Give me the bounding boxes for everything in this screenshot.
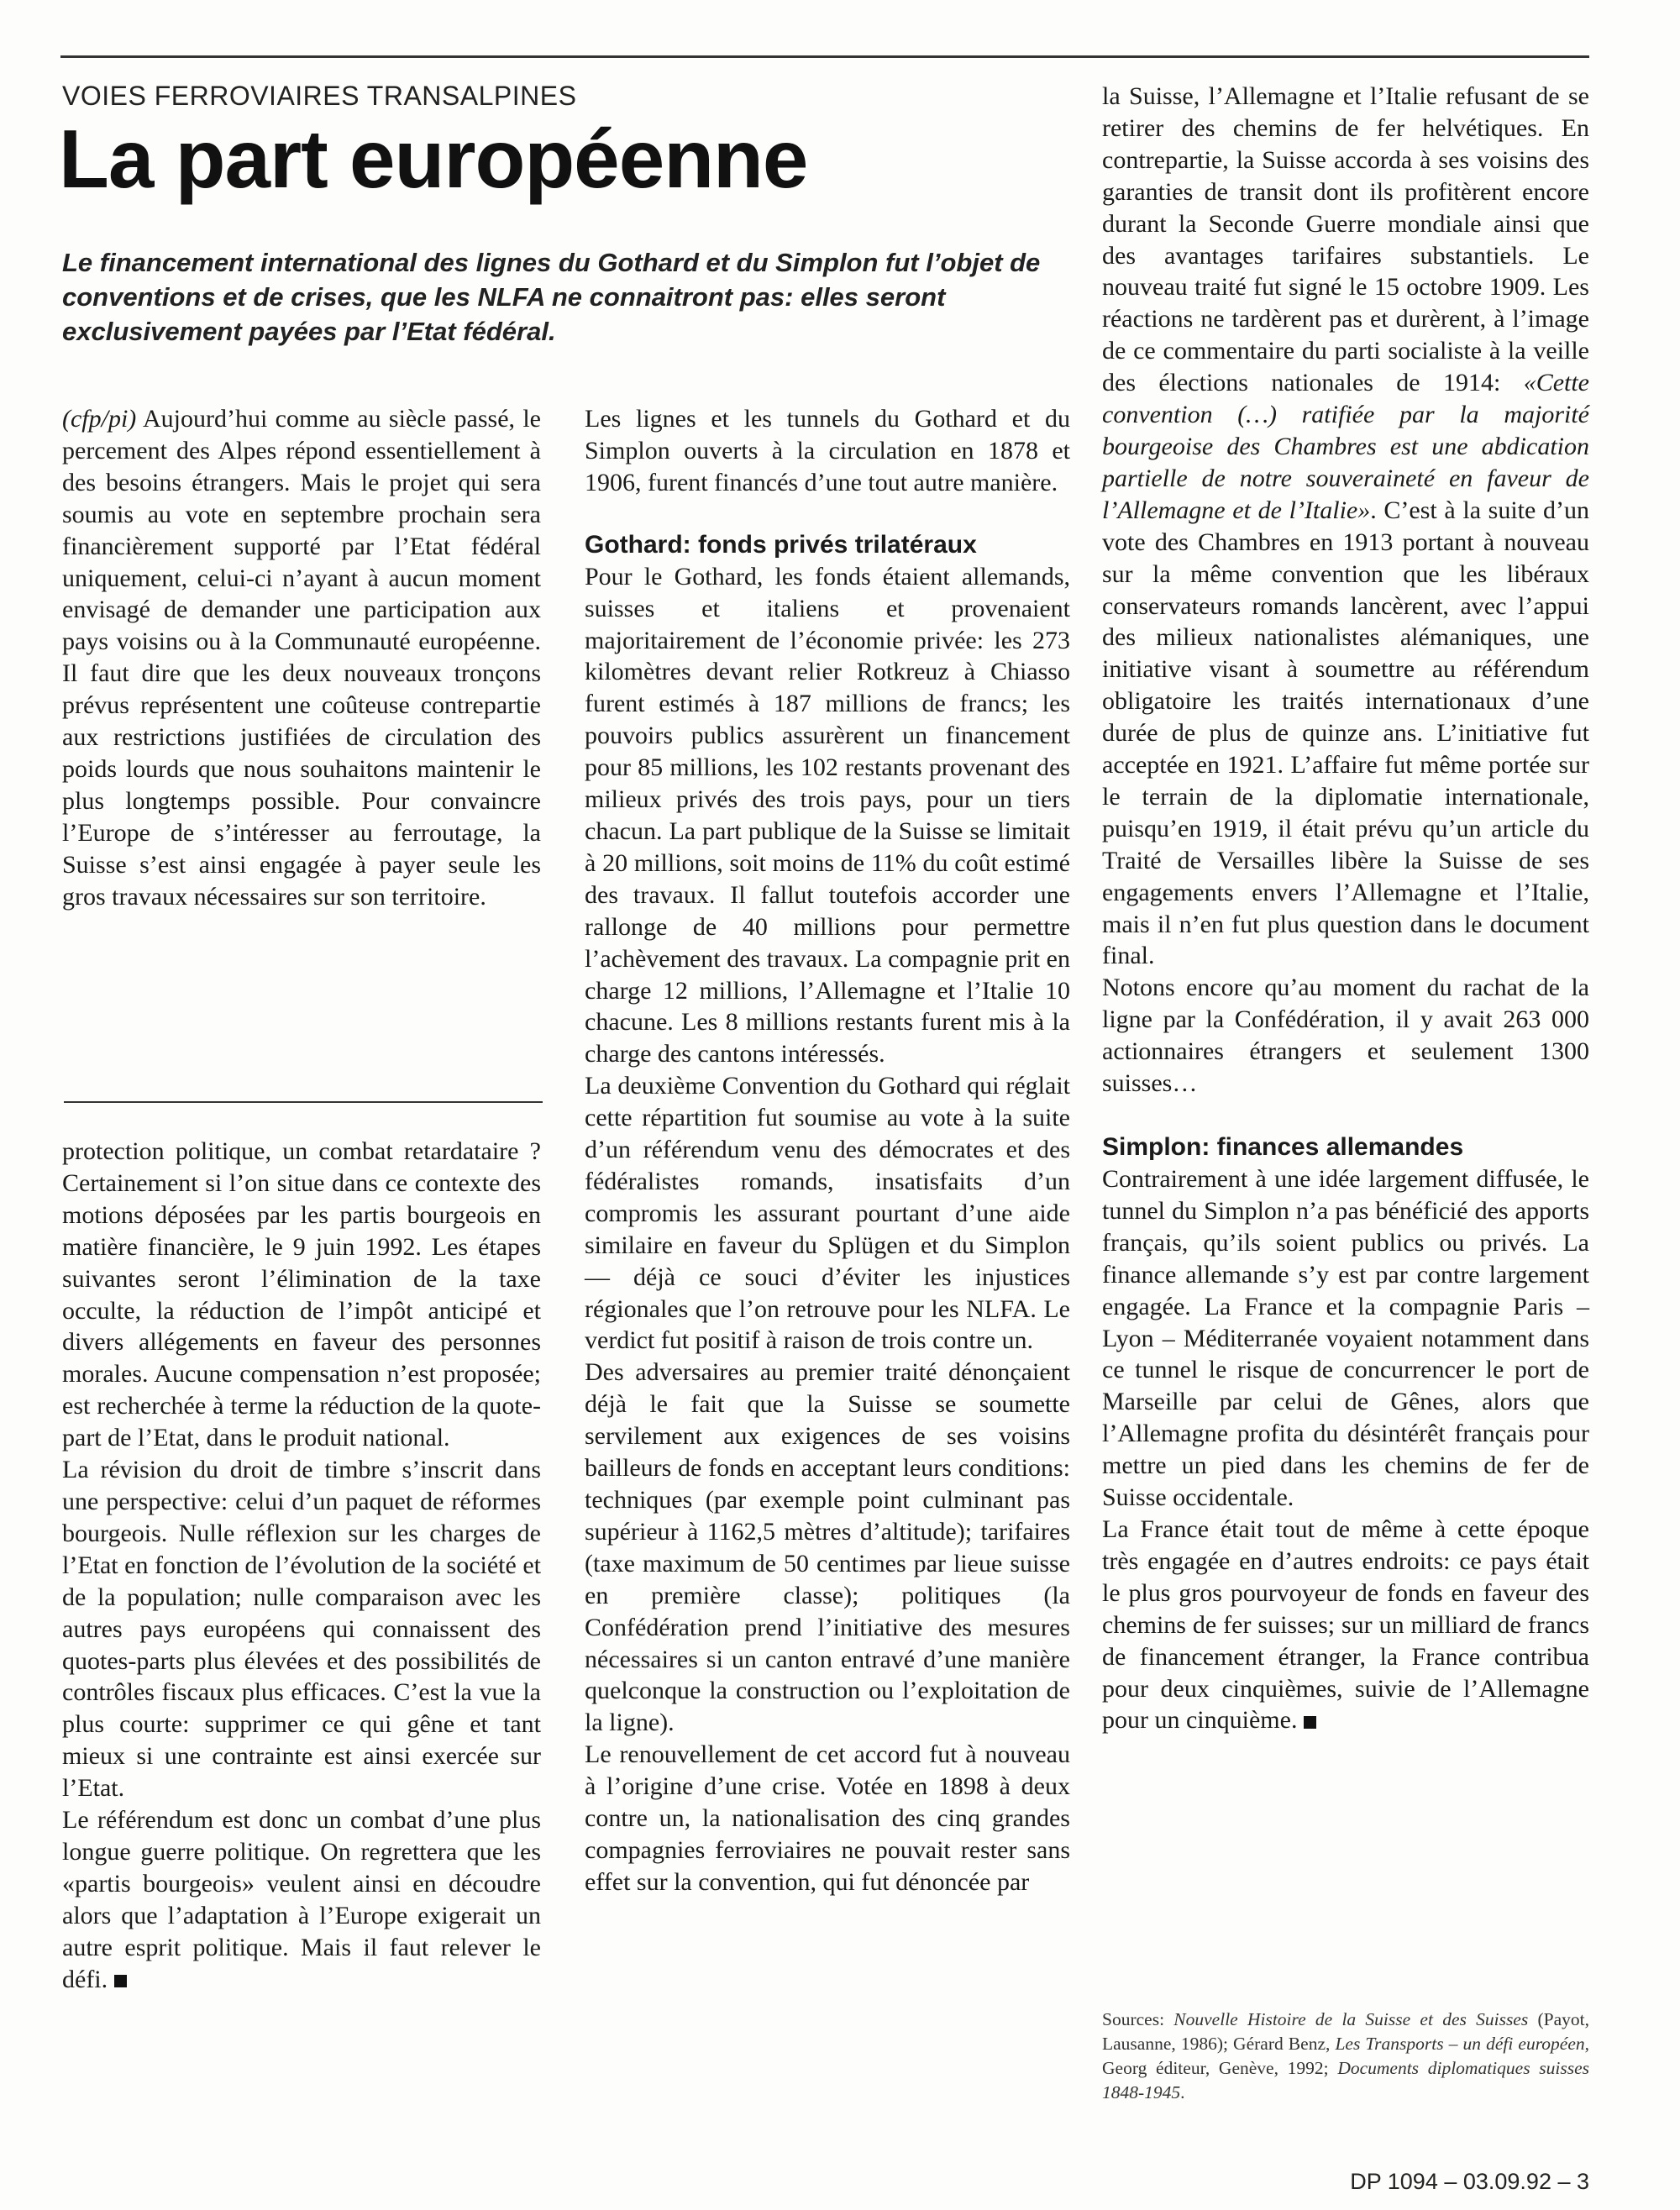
paragraph: la Suisse, l’Allemagne et l’Italie refusant de se retirer des chemins de fer helvétiques. En contrepartie, la Suisse accorda à ses voisins des garanties de transit dont ils profitèrent encore durant la Seconde Guerre mondiale ainsi que des avantages tarifaires substantiels. Le nouveau traité fut signé le 15 octobre 1909. Les réactions ne tardèrent pas et durèrent, à l’image de ce commentaire du parti socialiste à la veille des élections nationales de 1914: «Cette convention (…) ratifiée par la majorité bourgeoise des Chambres est une abdication partielle de notre souveraineté en faveur de l’Allemagne et de l’Italie». C’est à la suite d’un vote des Chambres en 1913 portant à nouveau sur la même convention que les libéraux conservateurs romands lancèrent, avec l’appui des milieux nationalistes alémaniques, une initiative visant à soumettre au référendum obligatoire les traités internationaux d’une durée de plus de quinze ans. L’initiative fut acceptée en 1921. L’affaire fut même portée sur le terrain de la diplomatie internationale, puisqu’en 1919, il était prévu qu’un article du Traité de Versailles libère la Suisse de ses engagements envers l’Allemagne et l’Italie, mais il n’en fut plus question dans le document final. <box>1102 82 1589 970</box>
column-4 <box>1102 81 1589 1736</box>
paragraph: La deuxième Convention du Gothard qui réglait cette répartition fut soumise au vote à la suite d’un référendum venu des démocrates et des fédéralistes romands, insatisfaits d’un compromis les assurant pourtant d’une aide similaire en faveur du Splügen et du Simplon — déjà ce souci d’éviter les injustices régionales que l’on retrouve pour les NLFA. Le verdict fut positif à raison de trois contre un. <box>585 1072 1070 1355</box>
byline: (cfp/pi) <box>62 405 137 433</box>
column-divider-rule <box>64 1101 543 1103</box>
paragraph: Les lignes et les tunnels du Gothard et du Simplon ouverts à la circulation en 1878 et 1906, furent financés d’une tout autre manière. <box>585 405 1070 496</box>
top-rule <box>60 55 1589 58</box>
paragraph: Le référendum est donc un combat d’une plus longue guerre politique. On regrettera que les «partis bourgeois» veulent ainsi en découdre alors que l’adaptation à l’Europe exigerait un autre esprit politique. Mais il faut relever le défi. <box>62 1806 541 1993</box>
headline: La part européenne <box>59 113 808 205</box>
lead-paragraph: Le financement international des lignes du Gothard et du Simplon fut l’objet de conventions et de crises, que les NLFA ne connaitront pas: elles seront exclusivement payées par l’Etat fédéral. <box>62 248 1041 346</box>
paragraph: Pour le Gothard, les fonds étaient allemands, suisses et italiens et provenaient majoritairement de l’économie privée: les 273 kilomètres devant relier Rotkreuz à Chiasso furent estimés à 187 millions de francs; les pouvoirs publics assurèrent un financement pour 85 millions, les 102 restants provenant des milieux privés des trois pays, pour un tiers chacun. La part publique de la Suisse se limitait à 20 millions, soit moins de 11% du coût estimé des travaux. Il fallut toutefois accorder une rallonge de 40 millions pour permettre l’achèvement des travaux. La compagnie prit en charge 12 millions, l’Allemagne et l’Italie 10 chacune. Les 8 millions restants furent mis à la charge des cantons intéressés. <box>585 562 1070 1068</box>
kicker: VOIES FERROVIAIRES TRANSALPINES <box>62 81 577 111</box>
paragraph: Notons encore qu’au moment du rachat de la ligne par la Confédération, il y avait 263 000 actionnaires étrangers et seulement 1300 suisses… <box>1102 974 1589 1098</box>
subheading-gothard: Gothard: fonds privés trilatéraux <box>585 530 977 559</box>
paragraph: Des adversaires au premier traité dénonçaient déjà le fait que la Suisse se soumette servilement aux exigences de ses voisins bailleurs de fonds en acceptant leurs conditions: techniques (par exemple point culminant pas supérieur à 1162,5 mètres d’altitude); tarifaires (taxe maximum de 50 centimes par lieue suisse en première classe); politiques (la Confédération prend l’initiative des mesures nécessaires si un canton entravé d’une manière quelconque la construction ou l’exploitation de la ligne). <box>585 1358 1070 1737</box>
quote: «Cette convention (…) ratifiée par la majorité bourgeoise des Chambres est une abdication partielle de notre souveraineté en faveur de l’Allemagne et de l’Italie» <box>1102 369 1589 524</box>
column-2 <box>62 1136 541 1995</box>
column-1 <box>62 403 541 913</box>
paragraph: La révision du droit de timbre s’inscrit dans une perspective: celui d’un paquet de réformes bourgeois. Nulle réflexion sur les charges de l’Etat en fonction de l’évolution de la société et de la population; nulle comparaison avec les autres pays européens qui connaissent des quotes-parts plus élevées et des possibilités de contrôles fiscaux plus efficaces. C’est la vue la plus courte: supprimer ce qui gêne et tant mieux si une contrainte est ainsi exercée sur l’Etat. <box>62 1456 541 1803</box>
page-footer: DP 1094 – 03.09.92 – 3 <box>1350 2169 1589 2194</box>
paragraph: La France était tout de même à cette époque très engagée en d’autres endroits: ce pays était le plus gros pourvoyeur de fonds en faveur des chemins de fer suisses; sur un milliard de francs de financement étranger, la France contribua pour deux cinquièmes, suivie de l’Allemagne pour un cinquième. <box>1102 1514 1589 1735</box>
end-mark-icon <box>1304 1716 1316 1729</box>
paragraph: Le renouvellement de cet accord fut à nouveau à l’origine d’une crise. Votée en 1898 à deux contre un, la nationalisation des cinq grandes compagnies ferroviaires ne pouvait rester sans effet sur la convention, qui fut dénoncée par <box>585 1740 1070 1896</box>
column-3 <box>585 403 1070 1898</box>
paragraph: protection politique, un combat retardataire ? Certainement si l’on situe dans ce contexte des motions déposées par les partis bourgeois en matière financière, le 9 juin 1992. Les étapes suivantes seront l’élimination de la taxe occulte, la réduction de l’impôt anticipé et divers allégements en faveur des personnes morales. Aucune compensation n’est proposée; est recherchée à terme la réduction de la quote-part de l’Etat, dans le produit national. <box>62 1137 541 1452</box>
sources-note: Sources: Nouvelle Histoire de la Suisse et des Suisses (Payot, Lausanne, 1986); Gérard Benz, Les Transports – un défi européen, Georg éditeur, Genève, 1992; Documents diplomatiques suisses 1848-1945. <box>1102 2009 1589 2102</box>
paragraph: Contrairement à une idée largement diffusée, le tunnel du Simplon n’a pas bénéficié des apports français, qu’ils soient publics ou privés. La finance allemande s’y est par contre largement engagée. La France et la compagnie Paris – Lyon – Méditerranée voyaient notamment dans ce tunnel le risque de concurrencer le port de Marseille par celui de Gênes, alors que l’Allemagne profita du désintérêt français pour mettre un pied dans les chemins de fer de Suisse occidentale. <box>1102 1165 1589 1512</box>
end-mark-icon <box>114 1975 127 1987</box>
paragraph: (cfp/pi) Aujourd’hui comme au siècle passé, le percement des Alpes répond essentiellement à des besoins étrangers. Mais le projet qui sera soumis au vote en septembre prochain sera financièrement supporté par l’Etat fédéral uniquement, celui-ci n’ayant à aucun moment envisagé de demander une participation aux pays voisins ou à la Communauté européenne. Il faut dire que les deux nouveaux tronçons prévus représentent une coûteuse contrepartie aux restrictions justifiées de circulation des poids lourds que nous souhaitons maintenir le plus longtemps possible. Pour convaincre l’Europe de s’intéresser au ferroutage, la Suisse s’est ainsi engagée à payer seule les gros travaux nécessaires sur son territoire. <box>62 405 541 911</box>
subheading-simplon: Simplon: finances allemandes <box>1102 1133 1464 1161</box>
